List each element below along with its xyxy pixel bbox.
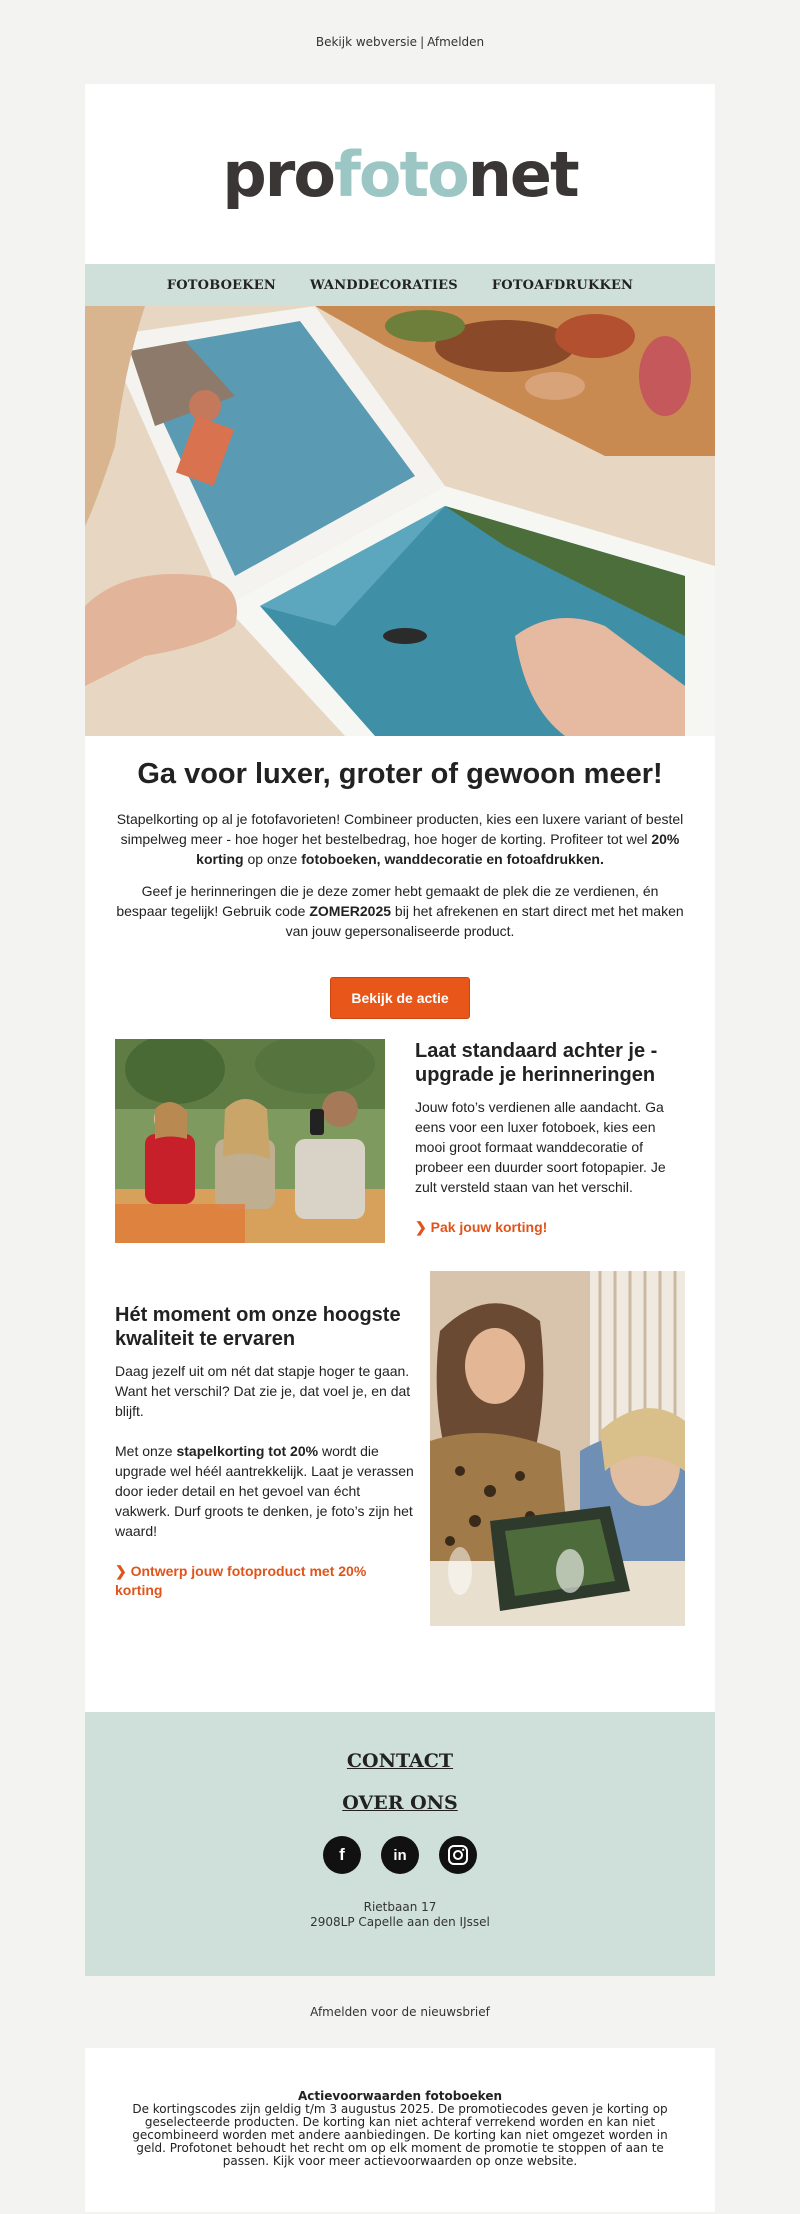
block-quality-text	[115, 1271, 415, 1626]
newsletter-unsubscribe-link[interactable]: Afmelden voor de nieuwsbrief	[310, 2005, 490, 2019]
photobook-women-photo[interactable]	[430, 1271, 685, 1626]
block-upgrade-title: Laat standaard achter je - upgrade je herinneringen	[415, 1040, 658, 1086]
logo-text-net: net	[467, 137, 578, 211]
block-quality	[85, 1243, 715, 1712]
nav-fotoboeken[interactable]: FOTOBOEKEN	[166, 277, 276, 293]
hero-image[interactable]	[85, 306, 715, 736]
block-quality-title: Hét moment om onze hoogste kwaliteit te ervaren	[115, 1304, 401, 1350]
instagram-icon[interactable]	[439, 1836, 477, 1874]
logo-text-foto: foto	[333, 137, 468, 211]
instagram-glyph	[447, 1844, 469, 1866]
hero-illustration	[85, 306, 715, 736]
logo-area	[85, 84, 715, 264]
intro-paragraph-1: Stapelkorting op al je fotofavorieten! Combineer producten, kies een luxere variant of bestel simpelweg meer - hoe hoger het bestelbedrag, hoe hoger de korting. Profiteer tot wel 20% korting op onze fotoboeken, wanddecoratie en fotoafdrukken.	[116, 811, 684, 867]
email-body	[85, 84, 715, 1712]
social-links	[85, 1836, 715, 1874]
intro-paragraph-2: Geef je herinneringen die je deze zomer hebt gemaakt de plek die ze verdienen, én bespaar tegelijk! Gebruik code ZOMER2025 bij het afrekenen en start direct met het maken van jouw gepersonaliseerde product.	[116, 883, 684, 939]
block-upgrade	[85, 1039, 715, 1243]
block-upgrade-text	[415, 1039, 685, 1243]
address-line-2: 2908LP Capelle aan den IJssel	[310, 1915, 490, 1929]
preheader	[0, 0, 800, 84]
terms-section	[85, 2048, 715, 2212]
picnic-photo[interactable]	[115, 1039, 385, 1243]
unsubscribe-link[interactable]: Afmelden	[427, 35, 485, 49]
profotonet-logo[interactable]	[222, 138, 577, 211]
linkedin-icon[interactable]: in	[381, 1836, 419, 1874]
footer	[85, 1712, 715, 1976]
intro-title: Ga voor luxer, groter of gewoon meer!	[137, 758, 663, 790]
newsletter-unsubscribe	[0, 1976, 800, 2048]
terms-title: Actievoorwaarden fotoboeken	[297, 2089, 503, 2103]
address	[85, 1900, 715, 1930]
facebook-icon[interactable]: f	[323, 1836, 361, 1874]
block-quality-body-2: Met onze stapelkorting tot 20% wordt die upgrade wel héél aantrekkelijk. Laat je verassen door ieder detail en het gevoel van écht vakwerk. Durf groots te denken, je foto’s zijn het waard!	[115, 1443, 414, 1539]
cta-wrap	[85, 953, 715, 1039]
contact-link[interactable]: CONTACT	[346, 1750, 454, 1772]
address-line-1: Rietbaan 17	[363, 1900, 437, 1914]
terms-body: De kortingscodes zijn geldig t/m 3 augustus 2025. De promotiecodes geven je korting op geselecteerde producten. De korting kan niet achteraf verrekend worden en kan niet gecombineerd worden met andere aanbiedingen. De korting kan niet omgezet worden in geld. Profotonet behoudt het recht om op elk moment de promotie te stoppen of aan te passen. Kijk voor meer actievoorwaarden op onze website.	[132, 2102, 668, 2168]
picnic-illustration	[115, 1039, 385, 1243]
bekijk-de-actie-button[interactable]: Bekijk de actie	[330, 977, 469, 1019]
nav-fotoafdrukken[interactable]: FOTOAFDRUKKEN	[491, 277, 634, 293]
web-version-link[interactable]: Bekijk webversie	[315, 35, 418, 49]
nav-wanddecoraties[interactable]: WANDDECORATIES	[309, 277, 458, 293]
block-upgrade-body: Jouw foto’s verdienen alle aandacht. Ga eens voor een luxer fotoboek, kies een mooi groot formaat wanddecoratie of probeer een duurder soort fotopapier. Je zult versteld staan van het verschil.	[415, 1099, 666, 1195]
photobook-women-illustration	[430, 1271, 685, 1626]
pak-jouw-korting-link[interactable]: ❯ Pak jouw korting!	[415, 1219, 548, 1235]
logo-text-pro: pro	[222, 137, 334, 211]
main-nav	[85, 264, 715, 306]
separator: |	[420, 35, 425, 49]
intro-section	[85, 736, 715, 941]
block-quality-body-1: Daag jezelf uit om nét dat stapje hoger te gaan. Want het verschil? Dat zie je, dat voel je, en dat blijft.	[115, 1363, 411, 1419]
over-ons-link[interactable]: OVER ONS	[342, 1792, 458, 1814]
ontwerp-fotoproduct-link[interactable]: ❯ Ontwerp jouw fotoproduct met 20% korting	[115, 1563, 367, 1598]
